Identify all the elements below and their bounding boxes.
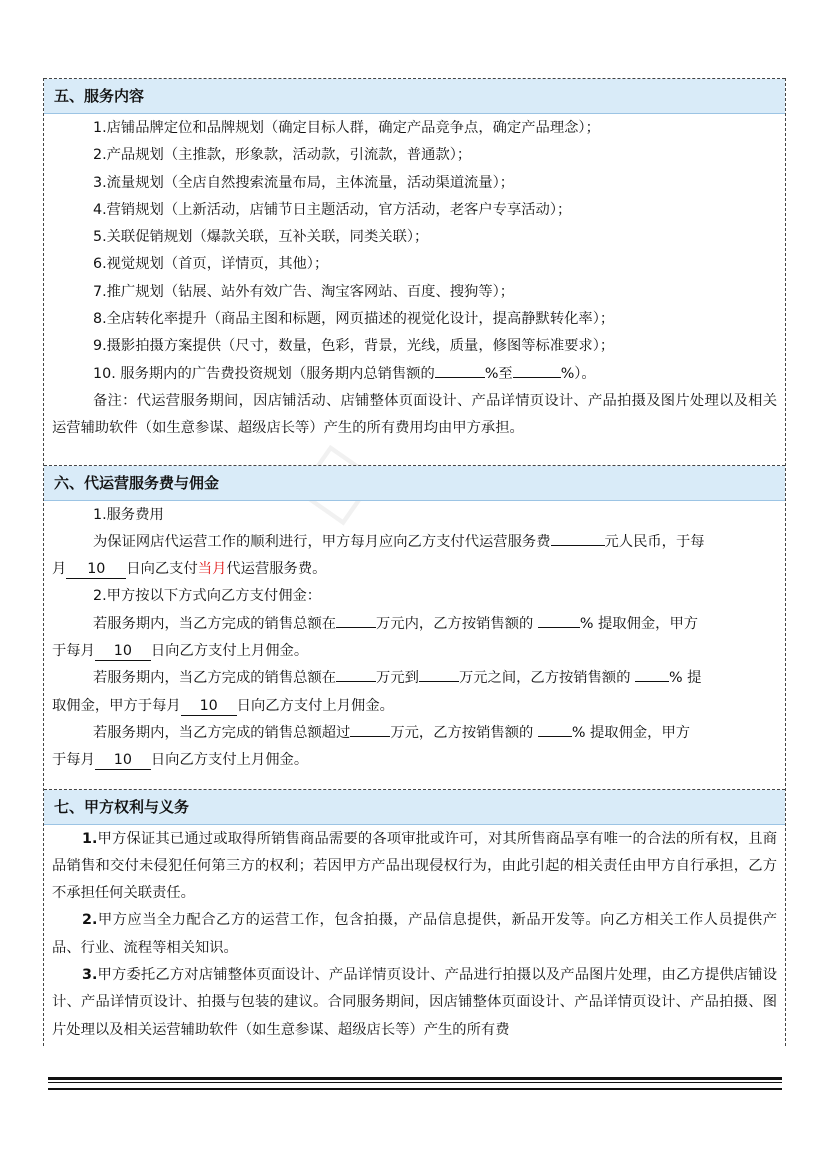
subheading-service-fee: 1.服务费用 — [93, 506, 164, 523]
blank-field[interactable] — [336, 681, 376, 682]
highlight-current-month: 当月 — [197, 561, 227, 578]
section-6-title: 六、代运营服务费与佣金 — [44, 466, 785, 501]
blank-field[interactable] — [538, 736, 572, 737]
list-item: 4.营销规划（上新活动，店铺节日主题活动，官方活动，老客户专享活动）； — [93, 201, 572, 218]
pay-day[interactable]: 10 — [95, 642, 151, 661]
list-item: 5.关联促销规划（爆款关联，互补关联，同类关联）； — [93, 229, 429, 246]
pay-day[interactable]: 10 — [95, 751, 151, 770]
blank-field[interactable] — [635, 681, 669, 682]
blank-field[interactable] — [435, 377, 485, 378]
pay-day[interactable]: 10 — [66, 560, 126, 579]
list-item: 6.视觉规划（首页，详情页，其他）； — [93, 256, 329, 273]
list-item: 3.流量规划（全店自然搜索流量布局，主体流量，活动渠道流量）； — [93, 174, 515, 191]
list-item: 7.推广规划（钻展、站外有效广告、淘宝客网站、百度、搜狗等）； — [93, 283, 515, 300]
list-item: 9.摄影拍摄方案提供（尺寸，数量，色彩，背景，光线，质量，修图等标准要求）； — [93, 338, 615, 355]
blank-field[interactable] — [350, 736, 390, 737]
fee-blank[interactable] — [551, 545, 605, 546]
section-service-content — [44, 78, 785, 466]
commission-case-3-line-2: 于每月 10 日向乙方支付上月佣金。 — [52, 752, 309, 769]
blank-field[interactable] — [513, 377, 561, 378]
section-party-a-rights — [44, 790, 785, 1046]
commission-case-1-line-1: 若服务期内，当乙方完成的销售总额在 万元内，乙方按销售额的 % 提取佣金，甲方 — [93, 615, 699, 632]
subheading-commission: 2.甲方按以下方式向乙方支付佣金： — [93, 588, 322, 605]
clause-2: 2.甲方应当全力配合乙方的运营工作，包含拍摄，产品信息提供，新品开发等。向乙方相关工作人员提供产品、行业、流程等相关知识。 — [52, 912, 777, 956]
commission-case-2-line-2: 取佣金，甲方于每月 10 日向乙方支付上月佣金。 — [52, 697, 394, 714]
footer-rule — [48, 1077, 782, 1090]
blank-field[interactable] — [336, 627, 376, 628]
list-item: 2.产品规划（主推款，形象款，活动款，引流款，普通款）； — [93, 147, 472, 164]
clause-3: 3.甲方委托乙方对店铺整体页面设计、产品详情页设计、产品进行拍摄以及产品图片处理，由乙方提供店铺设计、产品详情页设计、拍摄与包装的建议。合同服务期间，因店铺整体页面设计、产品详情页设计、产品拍摄、图片处理以及相关运营辅助软件（如生意参谋、超级店长等）产生的所有费 — [52, 967, 777, 1038]
note-paragraph: 备注：代运营服务期间，因店铺活动、店铺整体页面设计、产品详情页设计、产品拍摄及图片处理以及相关运营辅助软件（如生意参谋、超级店长等）产生的所有费用均由甲方承担。 — [52, 392, 777, 437]
section-service-fee — [44, 466, 785, 790]
commission-case-1-line-2: 于每月 10 日向乙方支付上月佣金。 — [52, 643, 309, 660]
section-7-title: 七、甲方权利与义务 — [44, 790, 785, 825]
fee-line-1: 为保证网店代运营工作的顺利进行，甲方每月应向乙方支付代运营服务费 元人民币，于每 — [93, 533, 705, 550]
commission-case-2-line-1: 若服务期内，当乙方完成的销售总额在 万元到 万元之间，乙方按销售额的 % 提 — [93, 670, 702, 687]
list-item: 1.店铺品牌定位和品牌规划（确定目标人群，确定产品竞争点，确定产品理念）； — [93, 120, 600, 136]
section-5-title: 五、服务内容 — [44, 79, 785, 114]
blank-field[interactable] — [419, 681, 459, 682]
blank-field[interactable] — [538, 627, 580, 628]
pay-day[interactable]: 10 — [181, 697, 237, 716]
commission-case-3-line-1: 若服务期内，当乙方完成的销售总额超过 万元，乙方按销售额的 % 提取佣金，甲方 — [93, 724, 691, 741]
list-item: 8.全店转化率提升（商品主图和标题，网页描述的视觉化设计，提高静默转化率）； — [93, 311, 615, 328]
contract-frame — [43, 78, 786, 1046]
clause-1: 1.甲方保证其已通过或取得所销售商品需要的各项审批或许可，对其所售商品享有唯一的合法的所有权，且商品销售和交付未侵犯任何第三方的权利；若因甲方产品出现侵权行为，由此引起的相关责任由甲方自行承担，乙方不承担任何关联责任。 — [52, 830, 777, 902]
list-item-10: 10. 服务期内的广告费投资规划（服务期内总销售额的 %至 %）。 — [93, 365, 596, 382]
fee-line-2: 月 10 日向乙支付当月代运营服务费。 — [52, 561, 327, 578]
